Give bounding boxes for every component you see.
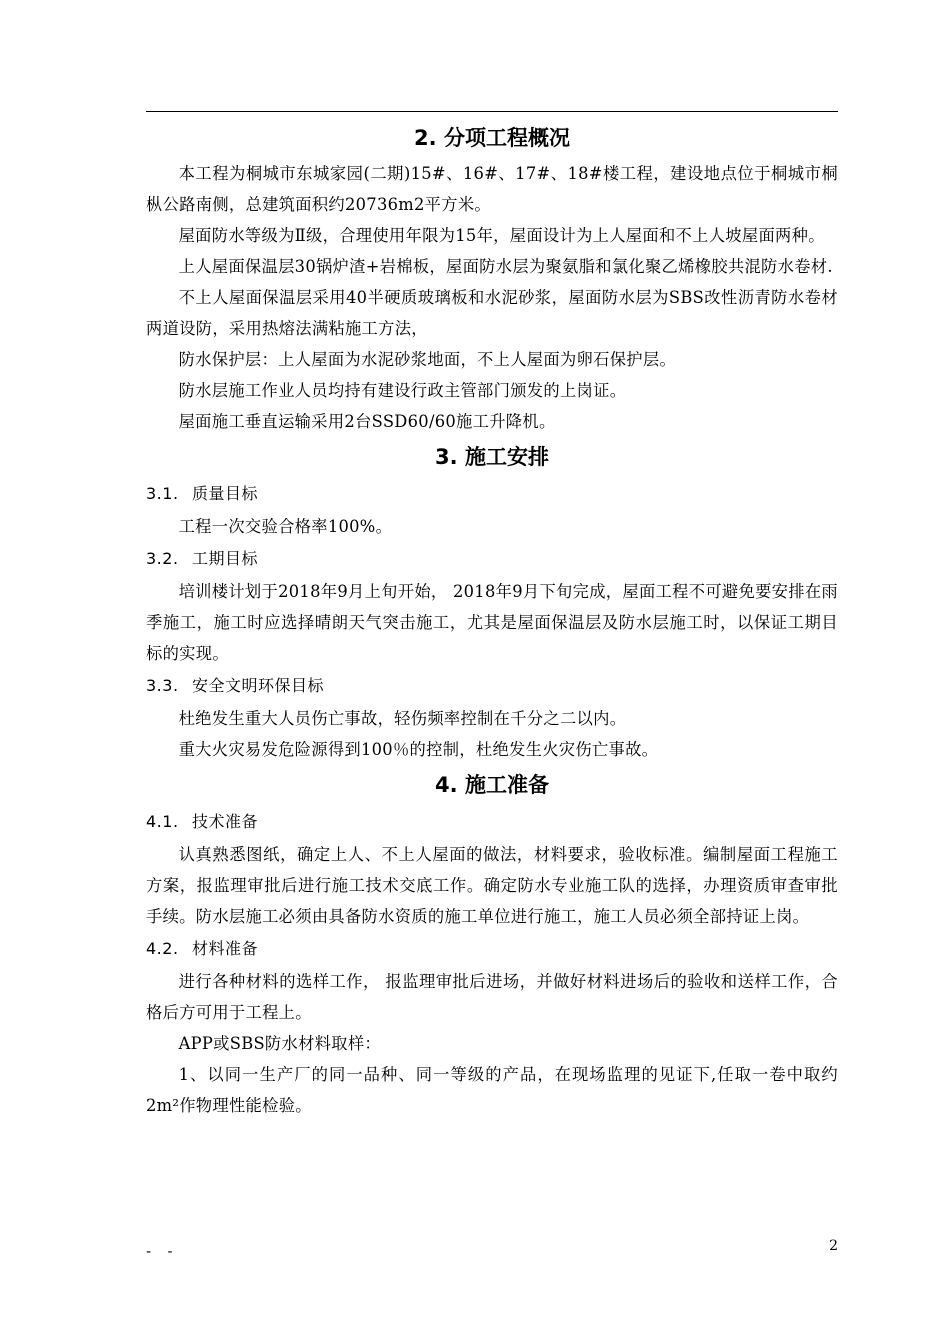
paragraph: 屋面防水等级为Ⅱ级，合理使用年限为15年，屋面设计为上人屋面和不上人坡屋面两种。: [178, 226, 825, 245]
section-4-heading: 4. 施工准备: [435, 773, 549, 797]
paragraph: 屋面施工垂直运输采用2台SSD60/60施工升降机。: [178, 412, 556, 431]
paragraph: 杜绝发生重大人员伤亡事故，轻伤频率控制在千分之二以内。: [178, 709, 627, 728]
section-3-heading: 3. 施工安排: [435, 445, 549, 469]
paragraph: 进行各种材料的选样工作， 报监理审批后进场，并做好材料进场后的验收和送样工作，合格后方可用于工程上。: [146, 972, 838, 1022]
subsection-number: 4.1.: [146, 812, 179, 831]
section-2-heading: 2. 分项工程概况: [414, 126, 570, 150]
paragraph: APP或SBS防水材料取样：: [178, 1034, 381, 1053]
paragraph: 本工程为桐城市东城家园(二期)15#、16#、17#、18#楼工程，建设地点位于桐城市桐枞公路南侧，总建筑面积约20736m2平方米。: [146, 164, 838, 214]
subsection-title: 安全文明环保目标: [192, 676, 325, 695]
header-rule: [146, 111, 838, 112]
paragraph: 认真熟悉图纸，确定上人、不上人屋面的做法，材料要求，验收标准。编制屋面工程施工方案，报监理审批后进行施工技术交底工作。确定防水专业施工队的选择，办理资质审查审批手续。防水层施工必须由具备防水资质的施工单位进行施工，施工人员必须全部持证上岗。: [146, 845, 838, 926]
paragraph: 上人屋面保温层30锅炉渣+岩棉板，屋面防水层为聚氨脂和氯化聚乙烯橡胶共混防水卷材.: [178, 257, 833, 276]
paragraph: 工程一次交验合格率100%。: [178, 517, 393, 536]
paragraph: 培训楼计划于2018年9月上旬开始， 2018年9月下旬完成，屋面工程不可避免要安排在雨季施工，施工时应选择晴朗天气突击施工，尤其是屋面保温层及防水层施工时，以保证工期目标的实现。: [146, 582, 838, 663]
subsection-title: 材料准备: [192, 939, 259, 958]
subsection-number: 3.1.: [146, 484, 179, 503]
footer-dashes: - -: [146, 1244, 179, 1260]
paragraph: 重大火灾易发危险源得到100％的控制，杜绝发生火灾伤亡事故。: [178, 740, 659, 759]
subsection-title: 技术准备: [192, 812, 259, 831]
page-number: 2: [829, 1238, 838, 1254]
subsection-title: 工期目标: [192, 549, 259, 568]
subsection-3-3-heading: [146, 669, 838, 703]
subsection-3-1-heading: [146, 477, 838, 511]
subsection-number: 3.3.: [146, 676, 179, 695]
subsection-3-2-heading: [146, 542, 838, 576]
subsection-4-1-heading: [146, 805, 838, 839]
subsection-title: 质量目标: [192, 484, 259, 503]
subsection-number: 3.2.: [146, 549, 179, 568]
paragraph: 防水保护层：上人屋面为水泥砂浆地面，不上人屋面为卵石保护层。: [178, 350, 677, 369]
paragraph: 不上人屋面保温层采用40半硬质玻璃板和水泥砂浆，屋面防水层为SBS改性沥青防水卷材两道设防，采用热熔法满粘施工方法，: [146, 288, 838, 338]
paragraph: 1、以同一生产厂的同一品种、同一等级的产品，在现场监理的见证下,任取一卷中取约2m²作物理性能检验。: [146, 1065, 838, 1115]
subsection-4-2-heading: [146, 932, 838, 966]
paragraph: 防水层施工作业人员均持有建设行政主管部门颁发的上岗证。: [178, 381, 627, 400]
subsection-number: 4.2.: [146, 939, 179, 958]
document-page: [146, 118, 838, 1121]
